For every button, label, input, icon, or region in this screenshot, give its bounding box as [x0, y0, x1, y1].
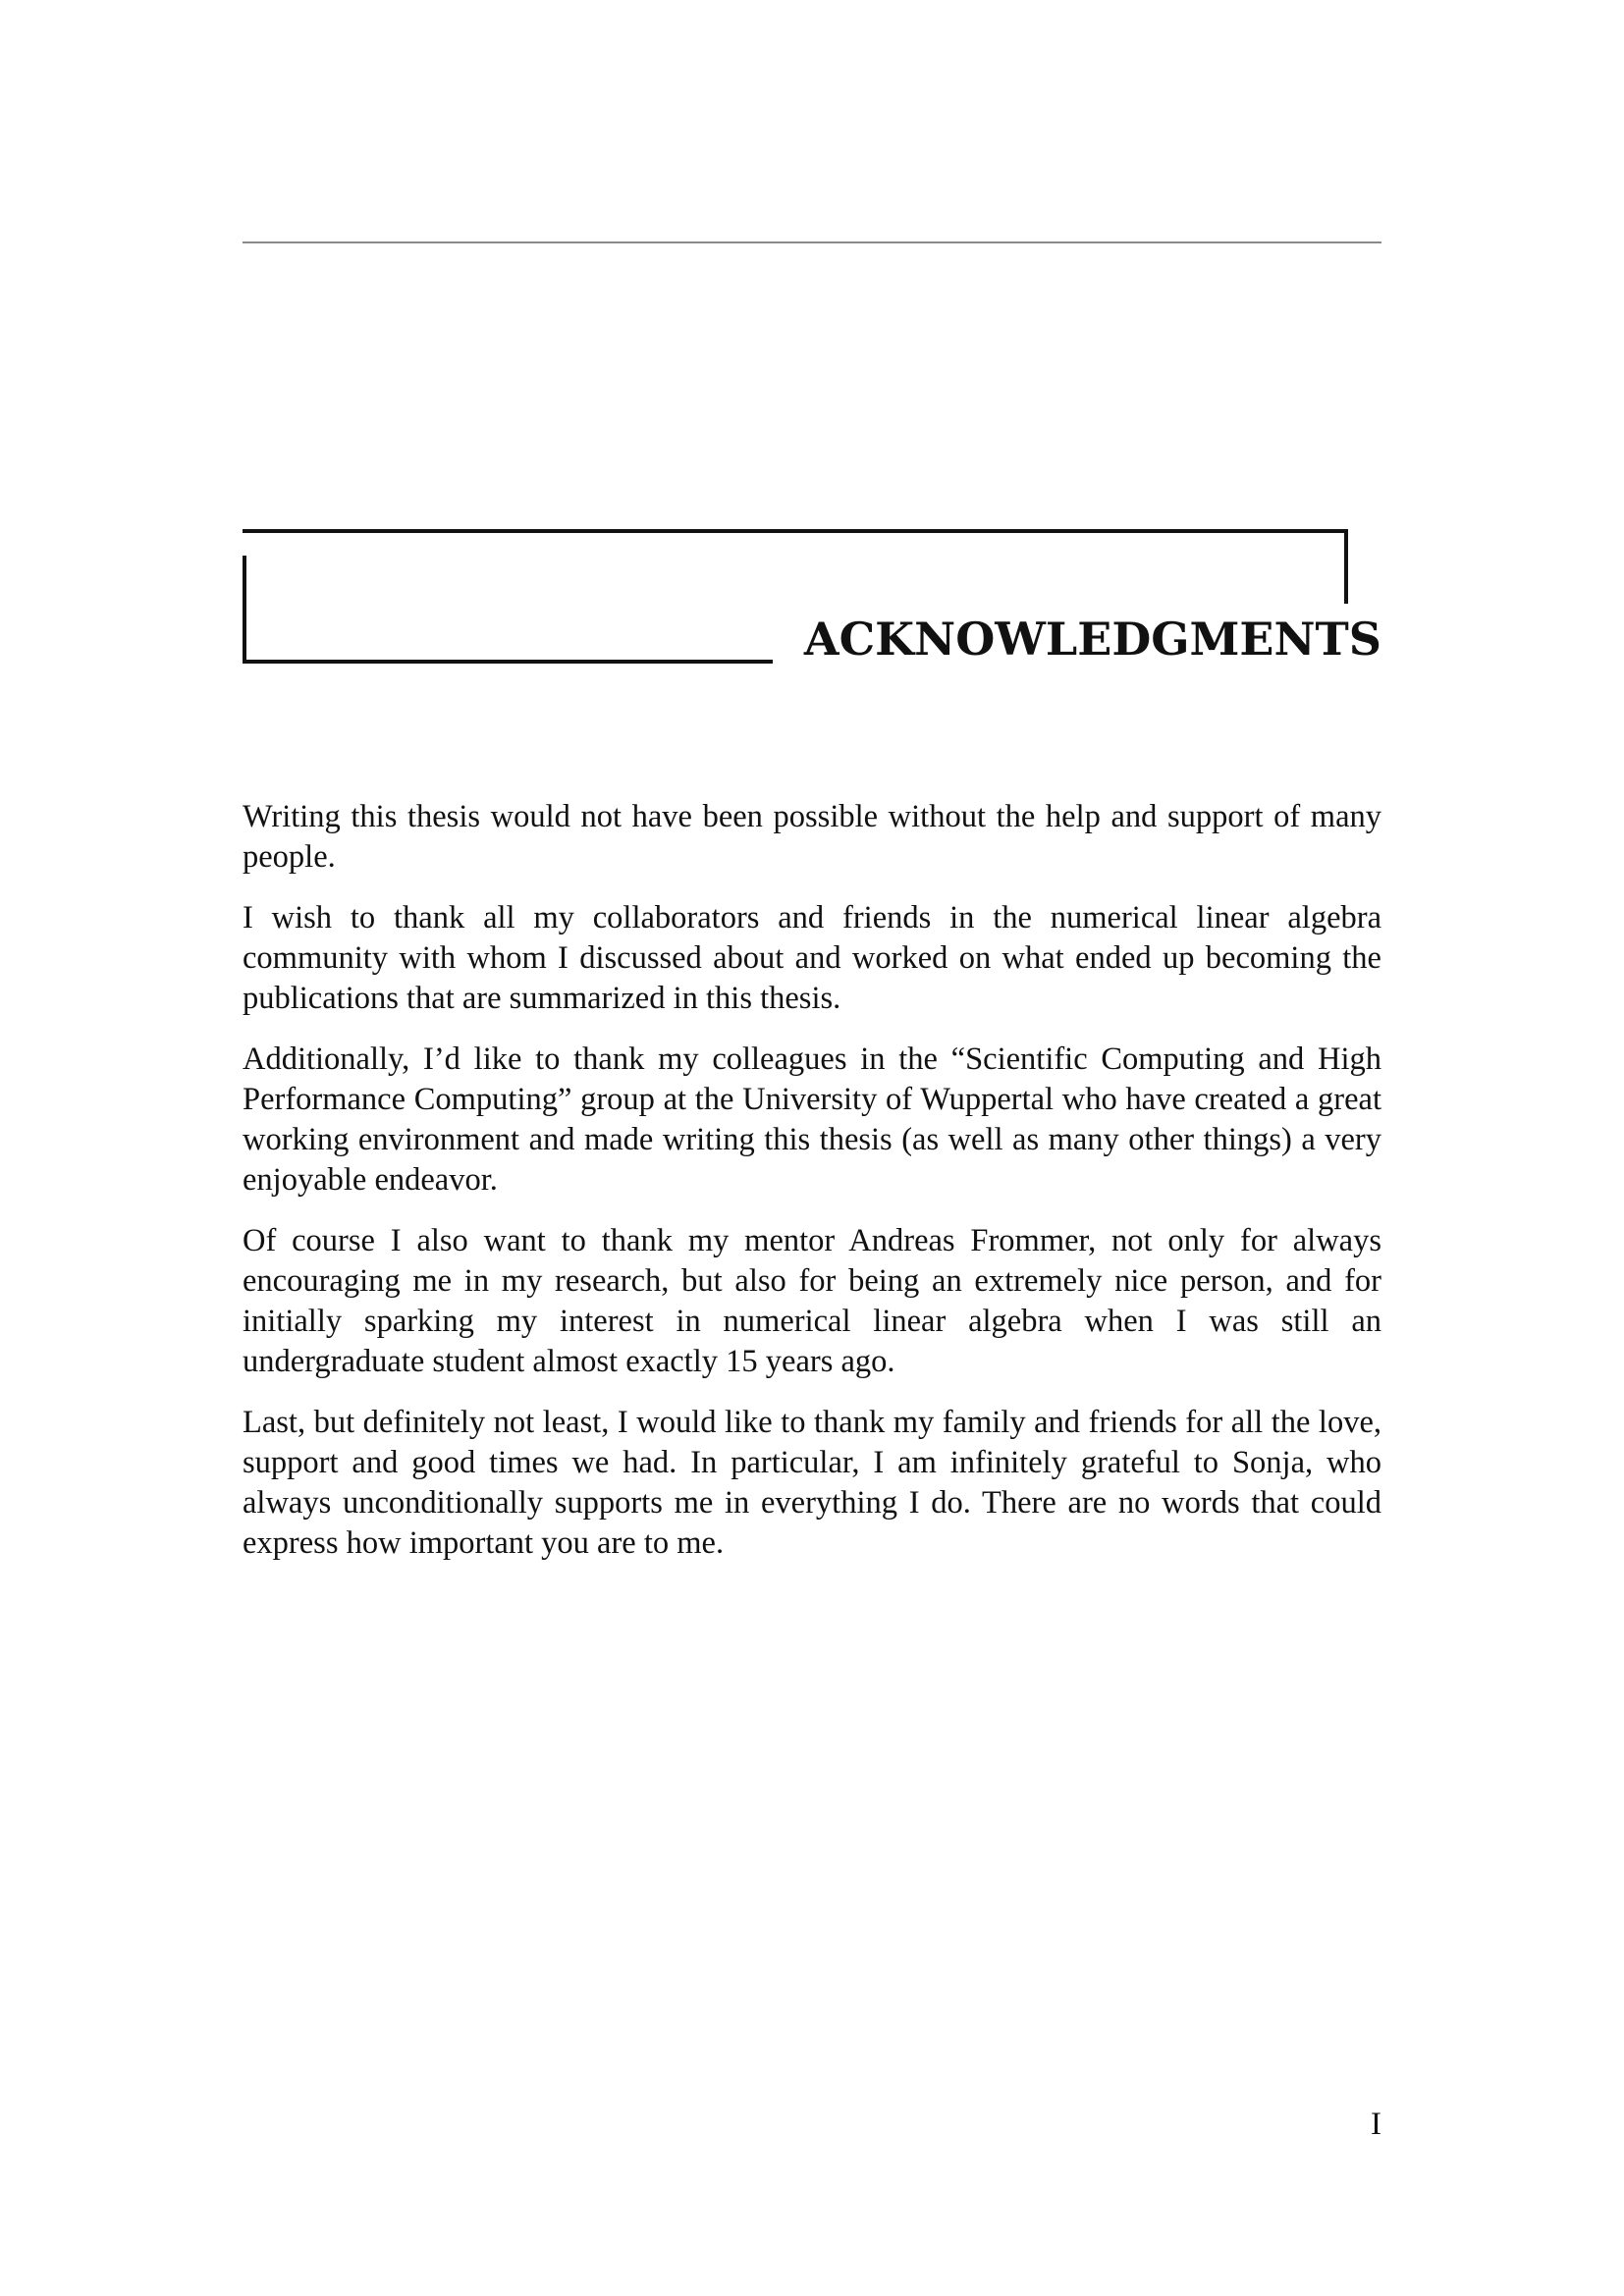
chapter-title: ACKNOWLEDGMENTS [803, 613, 1381, 666]
chapter-frame-left-rule [243, 556, 246, 664]
paragraph-3: Additionally, I’d like to thank my colleagues in the “Scientific Computing and High Performance Computing” group at the University of Wuppertal who have created a great working environment and made writing this thesis (as well as many other things) a very enjoyable endeavor. [243, 1041, 1381, 1198]
paragraph-4: Of course I also want to thank my mentor Andreas Frommer, not only for always encouraging me in my research, but also for being an extremely nice person, and for initially sparking my interest in numerical linear algebra when I was still an undergraduate student almost exactly 15 years ago. [243, 1223, 1381, 1379]
chapter-frame-top-rule [243, 529, 1348, 533]
chapter-frame-bottom-rule [243, 660, 773, 664]
paragraph-2: I wish to thank all my collaborators and friends in the numerical linear algebra community with whom I discussed about and worked on what ended up becoming the publications that are summarized in this thesis. [243, 900, 1381, 1016]
page-number: I [1371, 2107, 1381, 2142]
header-rule [243, 241, 1381, 243]
chapter-frame-right-rule [1344, 529, 1348, 604]
acknowledgments-body [243, 797, 1381, 1584]
paragraph-5: Last, but definitely not least, I would like to thank my family and friends for all the love, support and good times we had. In particular, I am infinitely grateful to Sonja, who always unconditionally supports me in everything I do. There are no words that could express how important you are to me. [243, 1405, 1381, 1561]
paragraph-1: Writing this thesis would not have been possible without the help and support of many people. [243, 799, 1381, 875]
